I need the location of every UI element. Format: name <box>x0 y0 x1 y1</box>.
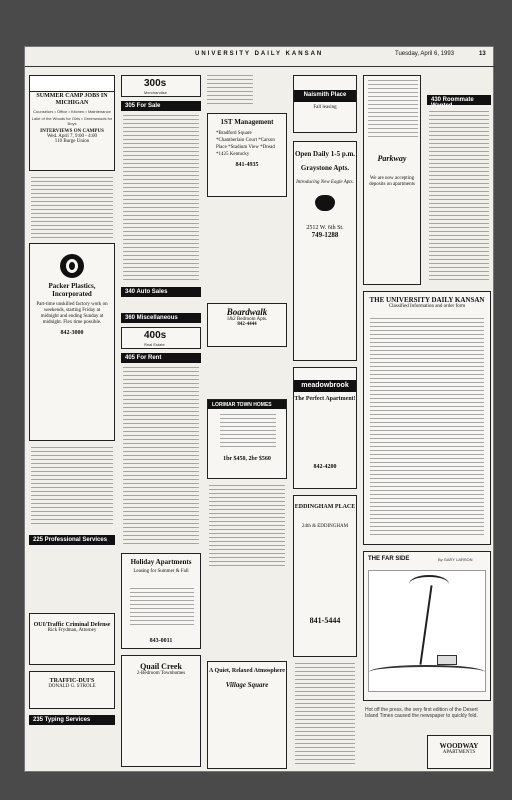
graystone-tag: Introducing New Eagle Apts. <box>296 180 354 185</box>
graystone-address: 2512 W. 6th St. <box>306 225 344 231</box>
column-5-text <box>429 111 489 283</box>
graystone-name: Graystone Apts. <box>300 164 350 172</box>
page-header <box>25 47 495 67</box>
heading-235: 235 Typing Services <box>29 715 115 725</box>
cartoon-drawing <box>368 570 486 692</box>
camp-where: 110 Burge Union <box>54 139 90 144</box>
heading-360: 360 Miscellaneous <box>121 313 201 323</box>
traffic-name: DONALD G. STROLE <box>48 684 96 689</box>
graystone-headline: Open Daily 1-5 p.m. <box>294 150 356 158</box>
naismith-name: Naismith Place <box>294 90 356 102</box>
lorimar-amenities <box>220 414 276 448</box>
naismith-ad <box>293 75 357 133</box>
swan-icon <box>315 195 335 211</box>
meadowbrook-ad <box>293 367 357 489</box>
heading-305: 305 For Sale <box>121 101 201 111</box>
stmanagement-ad <box>207 113 287 197</box>
far-side-title: THE FAR SIDE <box>368 556 410 562</box>
village-brand: Village Square <box>225 681 269 689</box>
packer-name: Packer Plastics, Incorporated <box>48 282 96 298</box>
classified-order-form <box>363 291 491 545</box>
eddingham-street: 24th & EDDINGHAM <box>301 524 349 529</box>
column-1-text <box>31 177 113 239</box>
packer-body: Part-time unskilled factory work on weekends, starting Friday at midnight and ending Sunday at midnight. Flex time possible. <box>36 302 108 325</box>
camp-location: Lake of the Woods for Girls • Greenwoods for Boys <box>31 116 113 126</box>
real-estate-400s <box>121 327 201 349</box>
island-wave <box>369 665 485 679</box>
far-side-cartoon <box>363 551 491 701</box>
merch-title: 300s <box>144 78 167 89</box>
page-number: 13 <box>479 51 486 57</box>
heading-430: 430 Roommate Wanted <box>427 95 491 105</box>
traffic-title: TRAFFIC-DUI'S <box>49 678 95 684</box>
column-3-text-2 <box>209 485 285 569</box>
holiday-sub: Leasing for Summer & Fall <box>133 569 189 574</box>
meadowbrook-name: meadowbrook <box>294 380 356 392</box>
heading-225: 225 Professional Services <box>29 535 115 545</box>
stm-title: 1ST Management <box>220 118 274 126</box>
graystone-phone: 749-1288 <box>311 231 339 239</box>
paper-title: UNIVERSITY DAILY KANSAN <box>195 51 324 57</box>
form-title: THE UNIVERSITY DAILY KANSAN <box>369 296 485 304</box>
column-2-text <box>123 115 199 281</box>
boardwalk-name: Boardwalk <box>226 307 268 317</box>
form-lines <box>370 318 484 538</box>
column-3-text <box>207 75 253 107</box>
column-2-text-2 <box>123 367 199 547</box>
merch-sub: Merchandise <box>144 90 167 95</box>
eddingham-name: EDDINGHAM PLACE <box>294 504 356 510</box>
graystone-ad <box>293 141 357 361</box>
attorney-name: Rick Frydman, Attorney <box>47 628 97 633</box>
meadowbrook-head: The Perfect Apartment! <box>294 396 356 402</box>
traffic-ad <box>29 671 115 709</box>
holiday-name: Holiday Apartments <box>130 558 192 566</box>
eddingham-ad <box>293 495 357 657</box>
boardwalk-ad <box>207 303 287 347</box>
boardwalk-rates: 1&2 Bedroom Apts. <box>226 317 268 322</box>
palm-tree <box>419 585 432 664</box>
summer-camp-ad <box>29 75 115 171</box>
quail-sub: 2-Bedroom Townhomes <box>136 671 186 676</box>
camp-items: Counselors • Office • Kitchen • Maintenance <box>33 109 111 114</box>
stm-phone: 841-4935 <box>235 162 259 168</box>
packer-phone: 842-3000 <box>60 330 84 336</box>
paper-date: Tuesday, April 6, 1993 <box>395 51 455 57</box>
boardwalk-phone: 842-4444 <box>237 322 257 327</box>
holiday-ad <box>121 553 201 649</box>
lorimar-price: 1br $450, 2br $560 <box>223 456 271 462</box>
heading-405: 405 For Rent <box>121 353 201 363</box>
holiday-body <box>130 588 194 628</box>
parkway-name: Parkway <box>377 154 407 163</box>
woodway-sub: APARTMENTS <box>442 750 476 755</box>
far-side-caption: Hot off the press, the very first edition of the Desert Island Times caused the newspaper to quickly fold. <box>365 707 478 719</box>
eddingham-phone: 841-5444 <box>309 616 341 625</box>
parkway-line: We are now accepting deposits on apartments <box>369 176 415 187</box>
naismith-sub: Fall leasing <box>313 105 337 110</box>
re-sub: Real Estate <box>144 342 165 347</box>
palm-fronds <box>409 575 449 593</box>
newspaper-page <box>24 46 494 772</box>
camp-title: SUMMER CAMP JOBS IN MICHIGAN <box>36 93 108 106</box>
meadowbrook-phone: 842-4200 <box>313 464 337 470</box>
column-1-text-2 <box>31 447 113 527</box>
attorney-title: OUI/Traffic Criminal Defense <box>33 622 111 628</box>
newspaper-stack <box>437 655 457 665</box>
parkway-top-text <box>368 80 418 140</box>
packer-ad <box>29 243 115 441</box>
lorimar-title: LORIMAR TOWN HOMES <box>208 400 286 409</box>
heading-340: 340 Auto Sales <box>121 287 201 297</box>
quail-creek-ad <box>121 655 201 767</box>
camp-cta: INTERVIEWS ON CAMPUS <box>40 129 104 134</box>
column-4-text <box>295 663 355 767</box>
quail-name: Quail Creek <box>140 662 182 671</box>
attorney-ad <box>29 613 115 665</box>
re-title: 400s <box>144 330 167 341</box>
merchandise-300s <box>121 75 201 97</box>
form-sub: Classified Information and order form <box>388 304 466 309</box>
village-ad <box>207 661 287 769</box>
stm-list: *Bradford Square *Chamberlain Court *Carson Place *Stadium View *Dread *1425 Kentucky <box>216 131 275 157</box>
woodway-name: WOODWAY <box>439 742 479 750</box>
village-name: A Quiet, Relaxed Atmosphere <box>209 668 285 674</box>
far-side-author: By GARY LARSON <box>438 557 473 562</box>
parkway-ad <box>363 75 421 285</box>
camp-when: Wed. April 7, 9:00 - 4:00 <box>46 134 97 139</box>
woodway-ad <box>427 735 491 769</box>
packer-logo <box>60 254 84 278</box>
lorimar-ad <box>207 399 287 479</box>
holiday-phone: 843-0011 <box>149 638 173 644</box>
